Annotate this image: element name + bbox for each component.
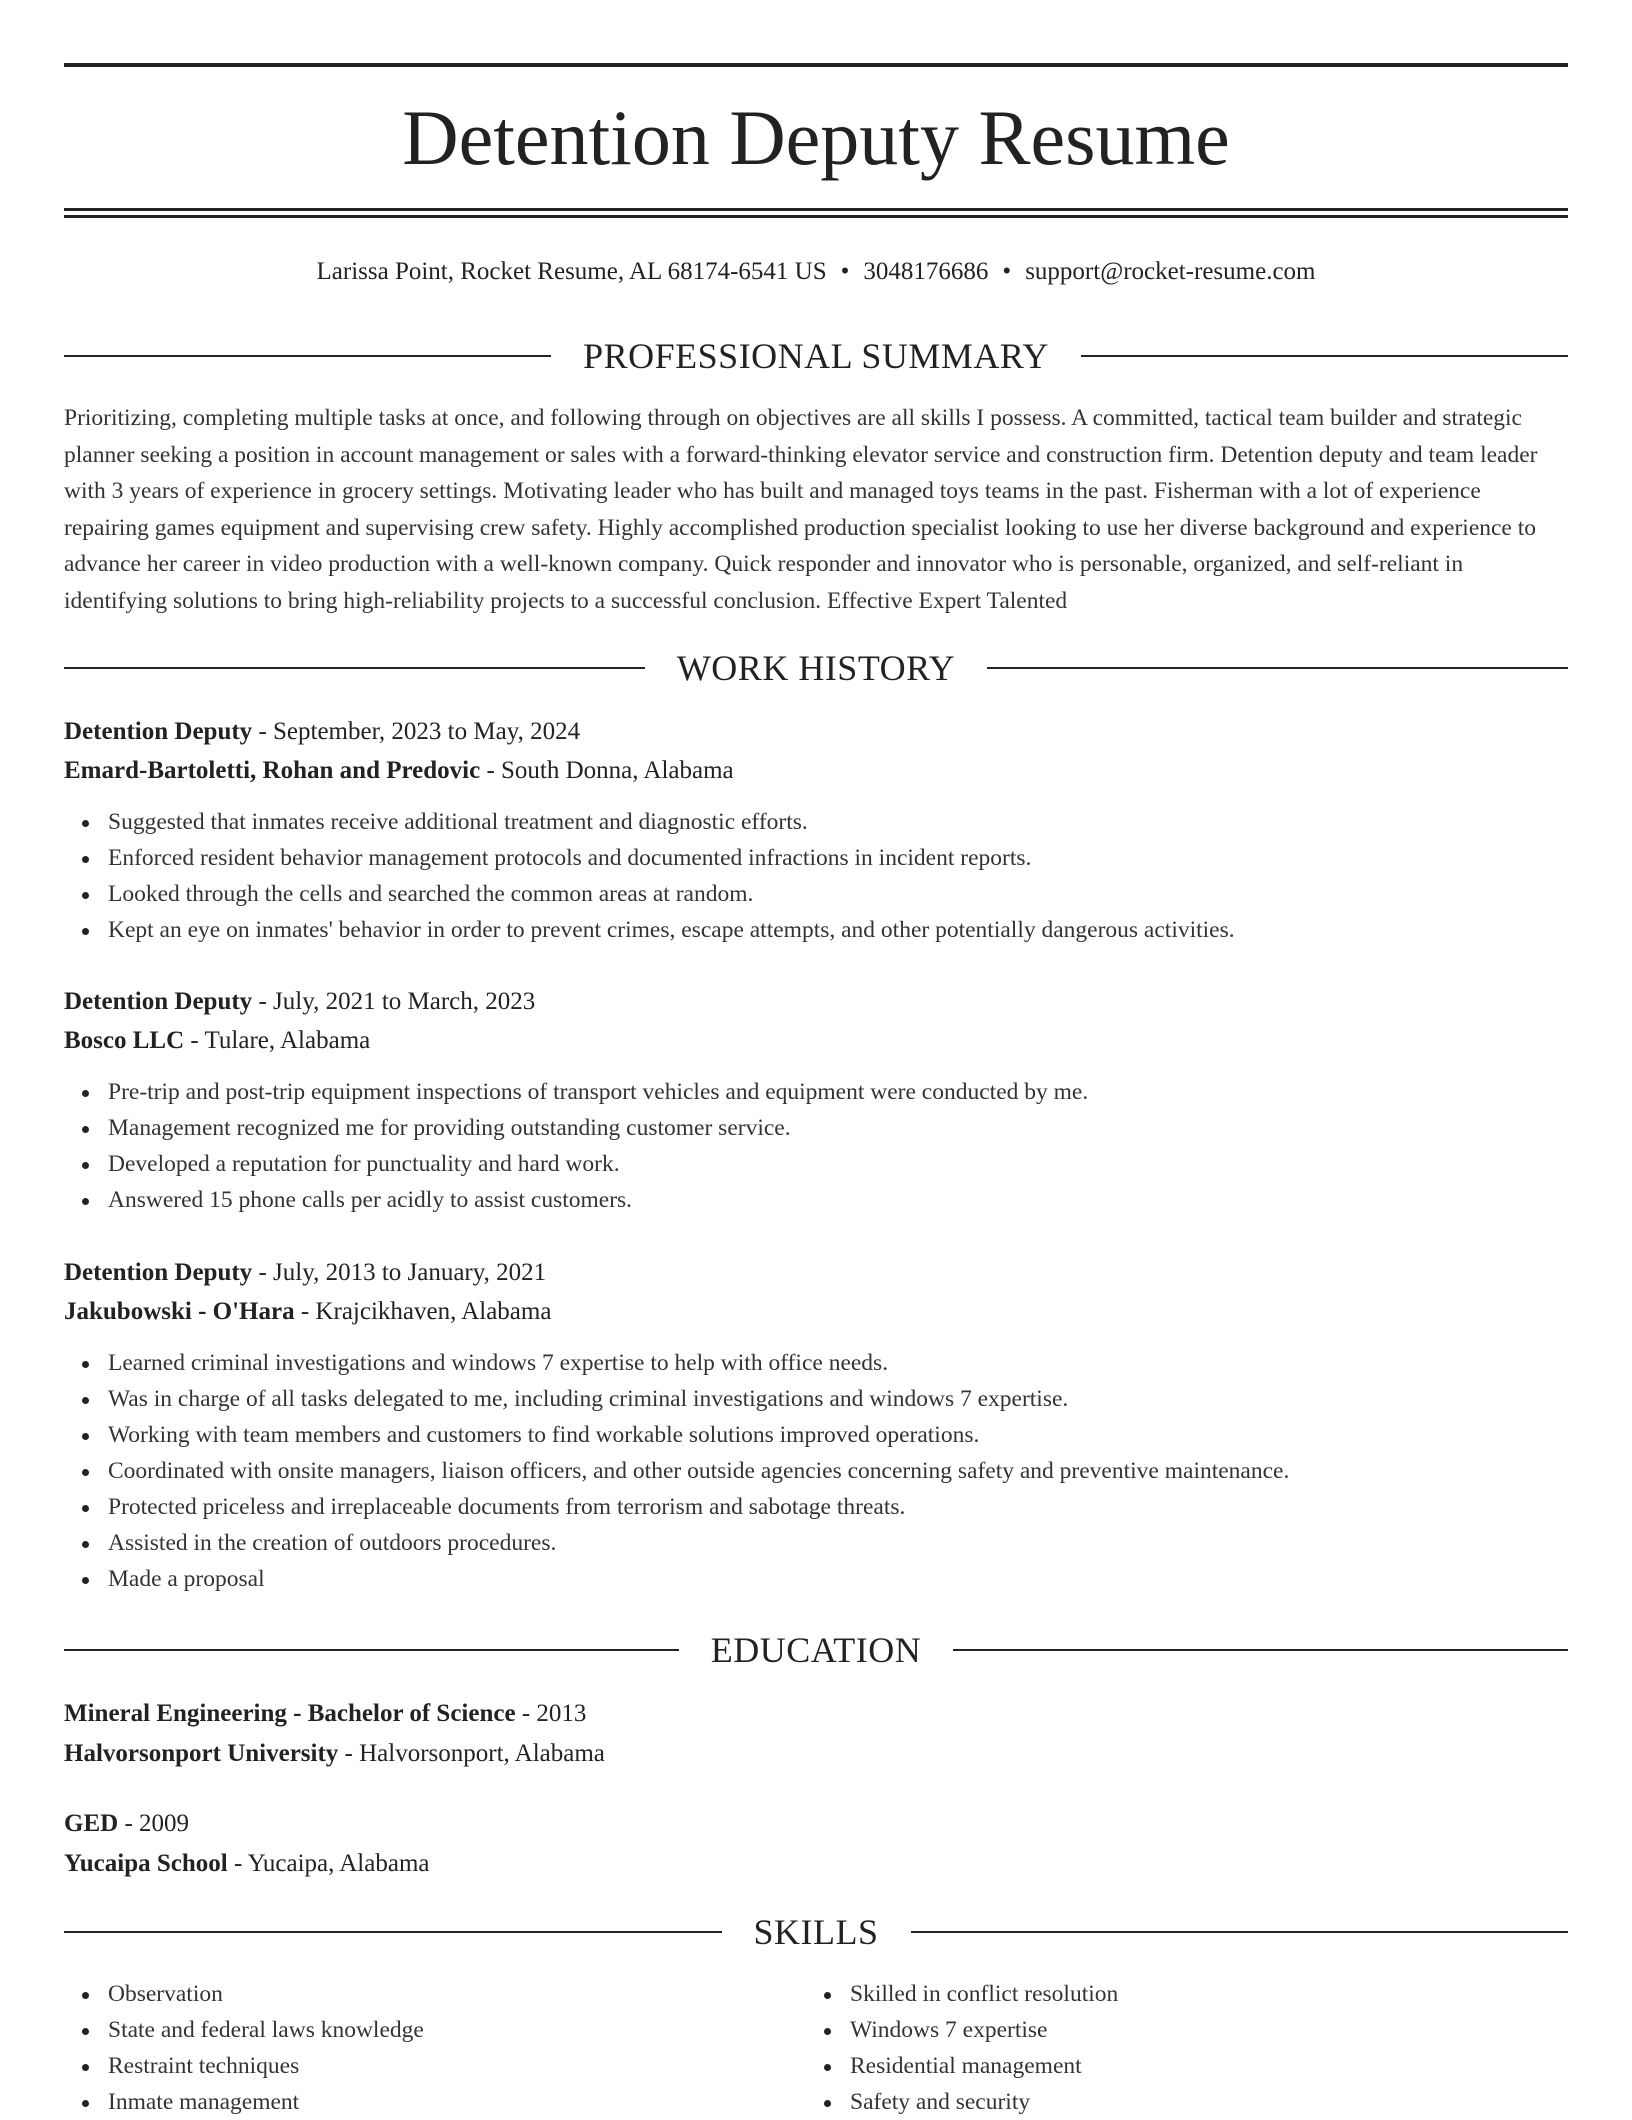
- job-title-line: [64, 982, 1568, 1021]
- list-item: Assisted in the creation of outdoors procedures.: [108, 1525, 1568, 1561]
- contact-separator: •: [1002, 258, 1012, 285]
- contact-line: [64, 254, 1568, 290]
- contact-separator: •: [840, 258, 850, 285]
- school: Yucaipa School: [64, 1850, 228, 1877]
- skill-item: Inmate management: [108, 2084, 806, 2120]
- section-title: WORK HISTORY: [676, 648, 956, 688]
- degree-line: [64, 1694, 1568, 1734]
- section-title: EDUCATION: [710, 1630, 922, 1670]
- job-company: Jakubowski - O'Hara: [64, 1298, 295, 1325]
- education-entry: [64, 1804, 1568, 1884]
- job-location: - South Donna, Alabama: [480, 757, 734, 784]
- list-item: Looked through the cells and searched the common areas at random.: [108, 876, 1568, 912]
- list-item: Pre-trip and post-trip equipment inspections of transport vehicles and equipment were conducted by me.: [108, 1074, 1568, 1110]
- job-location: - Tulare, Alabama: [184, 1027, 371, 1054]
- skills-bullets: [806, 1976, 1548, 2120]
- job-company: Emard-Bartoletti, Rohan and Predovic: [64, 757, 481, 784]
- skill-item: State and federal laws knowledge: [108, 2012, 806, 2048]
- list-item: Kept an eye on inmates' behavior in order to prevent crimes, escape attempts, and other potentially dangerous activities.: [108, 912, 1568, 948]
- section-header-skills: [64, 1910, 1568, 1954]
- list-item: Protected priceless and irreplaceable documents from terrorism and sabotage threats.: [108, 1489, 1568, 1525]
- page-title: Detention Deputy Resume: [402, 94, 1230, 181]
- job-location: - Krajcikhaven, Alabama: [294, 1298, 552, 1325]
- school-line: [64, 1734, 1568, 1774]
- section-rule: [64, 355, 551, 357]
- job-dates: - July, 2021 to March, 2023: [252, 988, 536, 1015]
- job-company-line: [64, 1292, 1568, 1331]
- degree-year: - 2013: [515, 1700, 587, 1727]
- skills-list: [64, 1976, 1568, 2120]
- list-item: Management recognized me for providing outstanding customer service.: [108, 1110, 1568, 1146]
- job-entry: [64, 1253, 1568, 1597]
- list-item: Coordinated with onsite managers, liaison officers, and other outside agencies concerning safety and preventive maintenance.: [108, 1453, 1568, 1489]
- contact-phone: 3048176686: [863, 258, 989, 285]
- job-title-line: [64, 712, 1568, 751]
- job-entry: [64, 712, 1568, 948]
- summary-text: Prioritizing, completing multiple tasks at once, and following through on objectives are all skills I possess. A committed, tactical team builder and strategic planner seeking a position in account management or sales with a forward-thinking elevator service and construction firm. Detention deputy and team leader with 3 years of experience in grocery settings. Motivating leader who has built and managed toys teams in the past. Fisherman with a lot of experience repairing games equipment and supervising crew safety. Highly accomplished production specialist looking to use her diverse background and experience to advance her career in video production with a well-known company. Quick responder and innovator who is personable, organized, and self-reliant in identifying solutions to bring high-reliability projects to a successful conclusion. Effective Expert Talented: [64, 405, 1538, 614]
- top-rule: [64, 63, 1568, 67]
- job-bullets: [64, 1345, 1568, 1597]
- education-entry: [64, 1694, 1568, 1774]
- list-item: Developed a reputation for punctuality and hard work.: [108, 1146, 1568, 1182]
- list-item: Enforced resident behavior management protocols and documented infractions in incident reports.: [108, 840, 1568, 876]
- list-item: Working with team members and customers to find workable solutions improved operations.: [108, 1417, 1568, 1453]
- skill-item: Residential management: [850, 2048, 1548, 2084]
- degree: GED: [64, 1810, 119, 1837]
- skill-item: Windows 7 expertise: [850, 2012, 1548, 2048]
- skill-item: Restraint techniques: [108, 2048, 806, 2084]
- job-entry: [64, 982, 1568, 1218]
- section-rule: [64, 667, 645, 669]
- job-bullets: [64, 1074, 1568, 1218]
- contact-address: Larissa Point, Rocket Resume, AL 68174-6541 US: [316, 258, 827, 285]
- skill-item: Skilled in conflict resolution: [850, 1976, 1548, 2012]
- job-title-line: [64, 1253, 1568, 1292]
- section-rule: [953, 1649, 1568, 1651]
- job-company: Bosco LLC: [64, 1027, 185, 1054]
- skills-column-left: [64, 1976, 806, 2120]
- section-rule: [64, 1931, 722, 1933]
- section-header-work: [64, 646, 1568, 690]
- school: Halvorsonport University: [64, 1740, 339, 1767]
- degree-line: [64, 1804, 1568, 1844]
- job-dates: - September, 2023 to May, 2024: [252, 718, 581, 745]
- list-item: Made a proposal: [108, 1561, 1568, 1597]
- degree: Mineral Engineering - Bachelor of Science: [64, 1700, 516, 1727]
- section-rule: [1081, 355, 1568, 357]
- title-rule-lower: [64, 215, 1568, 218]
- job-company-line: [64, 751, 1568, 790]
- job-title: Detention Deputy: [64, 718, 253, 745]
- section-rule: [64, 1649, 679, 1651]
- skills-bullets: [64, 1976, 806, 2120]
- skill-item: Observation: [108, 1976, 806, 2012]
- section-title: SKILLS: [753, 1912, 879, 1952]
- list-item: Was in charge of all tasks delegated to me, including criminal investigations and windows 7 expertise.: [108, 1381, 1568, 1417]
- school-line: [64, 1844, 1568, 1884]
- section-header-education: [64, 1628, 1568, 1672]
- list-item: Learned criminal investigations and windows 7 expertise to help with office needs.: [108, 1345, 1568, 1381]
- section-header-summary: [64, 334, 1568, 378]
- section-rule: [987, 667, 1568, 669]
- section-title: PROFESSIONAL SUMMARY: [583, 336, 1049, 376]
- job-company-line: [64, 1021, 1568, 1060]
- job-dates: - July, 2013 to January, 2021: [252, 1259, 547, 1286]
- skills-column-right: [806, 1976, 1548, 2120]
- school-location: - Halvorsonport, Alabama: [338, 1740, 605, 1767]
- list-item: Suggested that inmates receive additional treatment and diagnostic efforts.: [108, 804, 1568, 840]
- degree-year: - 2009: [118, 1810, 190, 1837]
- title-rule-upper: [64, 208, 1568, 211]
- contact-email: support@rocket-resume.com: [1025, 258, 1316, 285]
- skill-item: Safety and security: [850, 2084, 1548, 2120]
- job-title: Detention Deputy: [64, 988, 253, 1015]
- job-bullets: [64, 804, 1568, 948]
- job-title: Detention Deputy: [64, 1259, 253, 1286]
- list-item: Answered 15 phone calls per acidly to assist customers.: [108, 1182, 1568, 1218]
- school-location: - Yucaipa, Alabama: [227, 1850, 430, 1877]
- section-rule: [911, 1931, 1569, 1933]
